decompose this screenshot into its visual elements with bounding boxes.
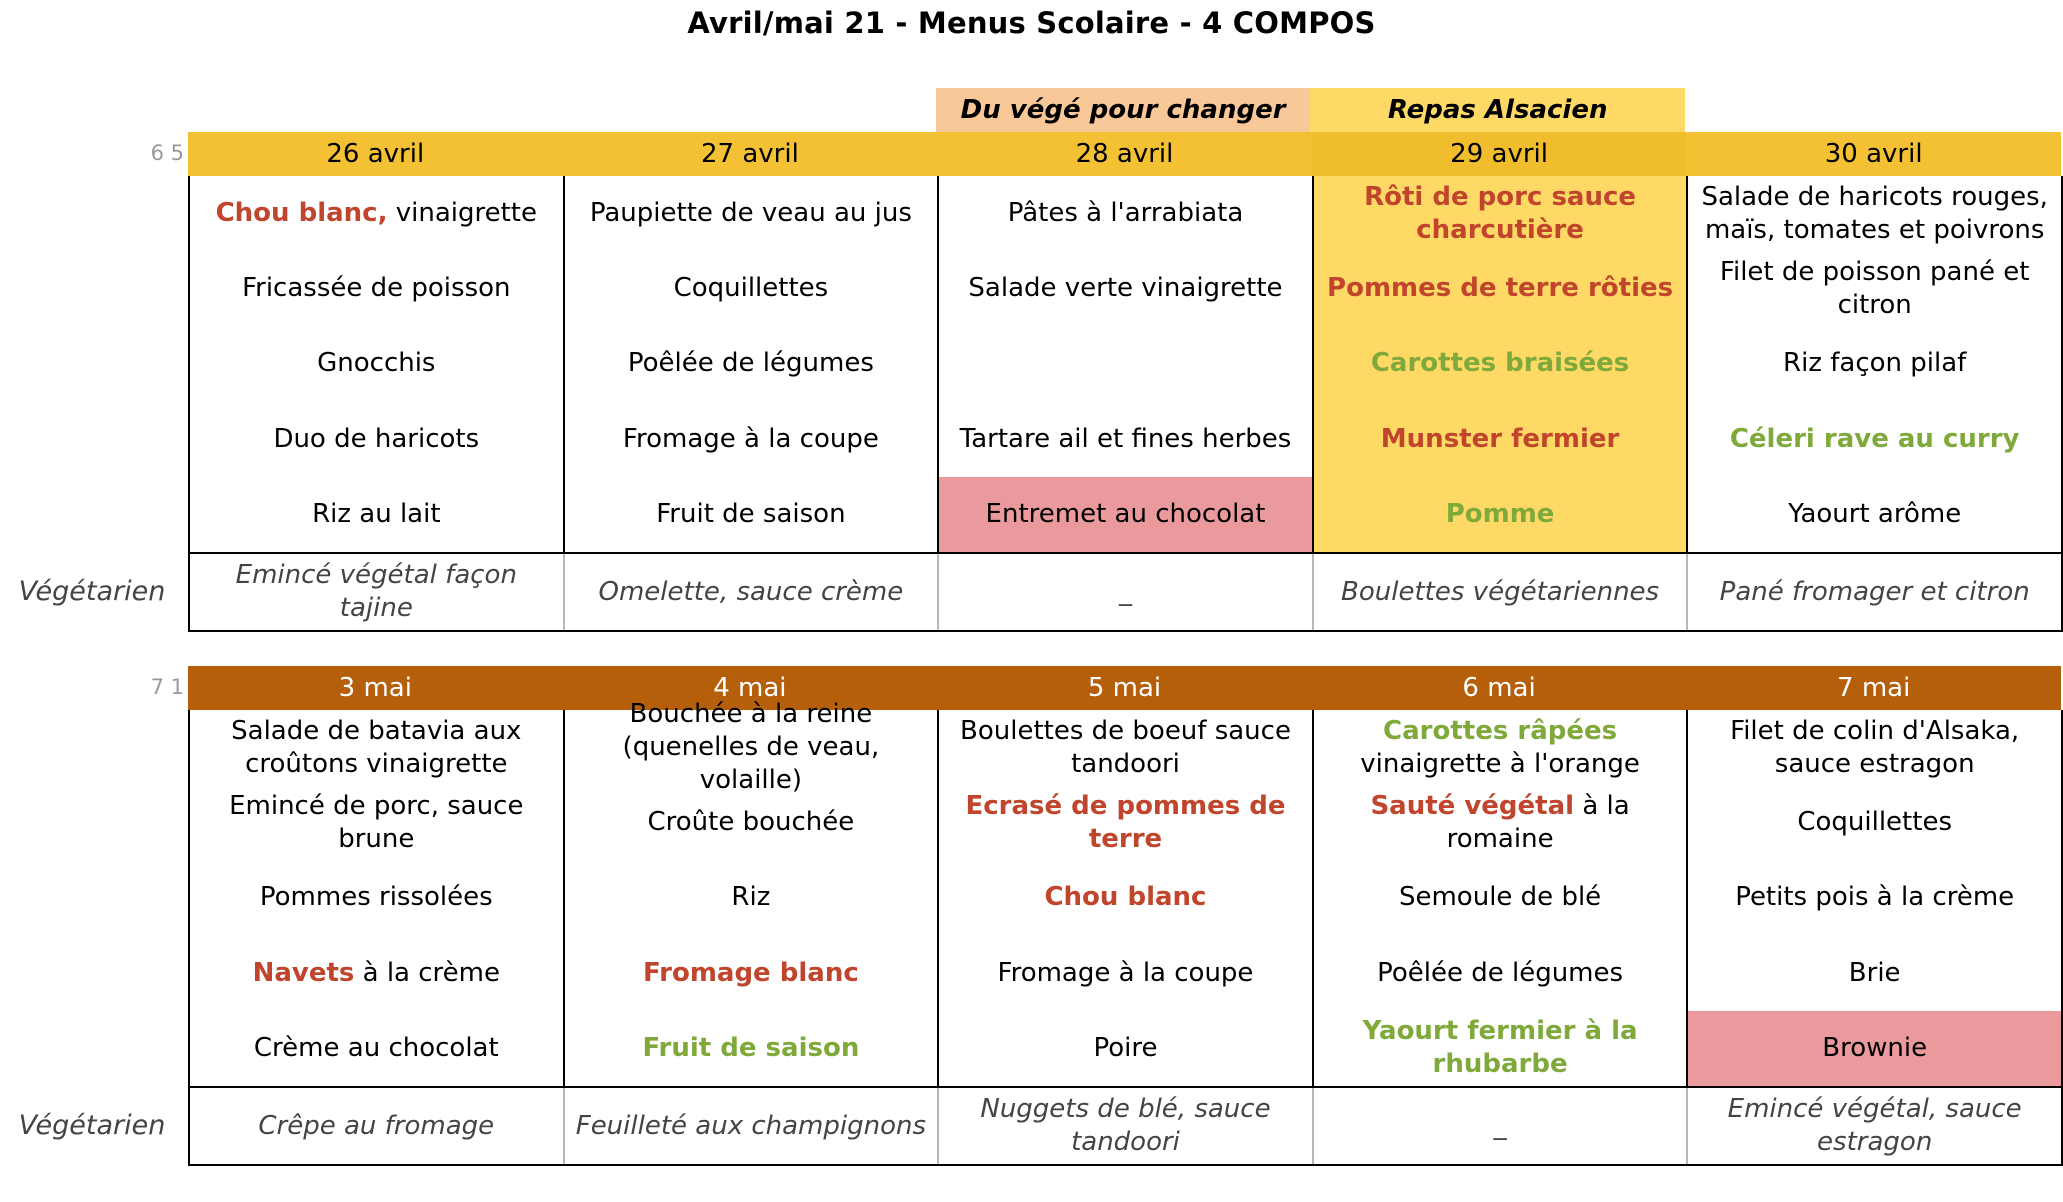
dish-text xyxy=(1849,957,1901,990)
day-header: 27 avril xyxy=(563,132,938,176)
vegetarian-option: _ xyxy=(1314,1088,1689,1164)
dish-text-segment: Poêlée de légumes xyxy=(1377,957,1624,988)
day-header-row xyxy=(188,666,2061,710)
dish-text-segment: Ecrasé de pommes de terre xyxy=(965,790,1286,854)
dish-text-segment: Tartare ail et fines herbes xyxy=(959,423,1292,454)
menu-dish xyxy=(565,326,938,401)
menu-dish xyxy=(565,936,938,1011)
menu-dish xyxy=(1688,1011,2061,1086)
menu-dish xyxy=(1314,785,1687,860)
menu-dish xyxy=(1314,326,1687,401)
menu-dish xyxy=(190,860,563,935)
dish-text xyxy=(945,790,1306,856)
dish-text xyxy=(196,790,557,856)
dish-text-segment: à la crème xyxy=(354,957,500,988)
dish-text xyxy=(986,498,1266,531)
menu-dish xyxy=(190,1011,563,1086)
banner-vege: Du végé pour changer xyxy=(936,88,1311,132)
menu-dish xyxy=(1314,402,1687,477)
menu-dish xyxy=(1688,936,2061,1011)
dish-text xyxy=(1320,181,1681,247)
dish-text xyxy=(960,423,1292,456)
dish-text xyxy=(196,715,557,781)
day-menu-column xyxy=(1314,176,1689,554)
dish-text-segment: Entremet au chocolat xyxy=(985,498,1266,529)
menu-dish xyxy=(939,176,1312,251)
week-number: 7 1 xyxy=(150,675,184,699)
dish-text-segment: vinaigrette à l'orange xyxy=(1360,748,1640,779)
dish-text-segment: Fromage à la coupe xyxy=(997,957,1254,988)
day-header: 29 avril xyxy=(1312,132,1687,176)
vegetarian-row xyxy=(18,1088,2063,1166)
vegetarian-option: _ xyxy=(939,554,1314,630)
dish-text xyxy=(273,423,479,456)
day-menu-column xyxy=(1314,710,1689,1088)
dish-text-segment: Filet de poisson pané et citron xyxy=(1719,256,2030,320)
dish-text xyxy=(1008,197,1244,230)
menu-dish xyxy=(565,251,938,326)
dish-text xyxy=(648,806,855,839)
dish-text xyxy=(731,881,770,914)
dish-text xyxy=(628,347,874,380)
dish-text xyxy=(998,957,1254,990)
dish-text-segment: vinaigrette xyxy=(387,198,537,229)
page-title: Avril/mai 21 - Menus Scolaire - 4 COMPOS xyxy=(687,6,1376,40)
day-header: 28 avril xyxy=(937,132,1312,176)
dish-text-segment: Yaourt arôme xyxy=(1788,498,1962,529)
dish-text-segment: à la romaine xyxy=(1446,790,1630,854)
dish-text-segment: Sauté végétal xyxy=(1370,790,1575,821)
day-header: 4 mai xyxy=(563,666,938,710)
dish-text-segment: Croûte bouchée xyxy=(647,807,855,838)
dish-text-segment: Brownie xyxy=(1822,1032,1928,1063)
dish-text-segment: Brie xyxy=(1848,957,1901,988)
menu-dish xyxy=(190,176,563,251)
vegetarian-option: Feuilleté aux champignons xyxy=(565,1088,940,1164)
dish-text-segment: Rôti de porc sauce charcutière xyxy=(1364,181,1637,245)
day-header-row xyxy=(188,132,2061,176)
dish-text xyxy=(1797,806,1952,839)
dish-text-segment: Pomme xyxy=(1445,498,1555,529)
menu-dish xyxy=(190,326,563,401)
dish-text-segment: Munster fermier xyxy=(1380,423,1620,454)
dish-text xyxy=(642,1032,859,1065)
vegetarian-option: Boulettes végétariennes xyxy=(1314,554,1689,630)
dish-text-segment: Riz au lait xyxy=(312,498,441,529)
week-number: 6 5 xyxy=(150,141,184,165)
dish-text-segment: Coquillettes xyxy=(1797,807,1952,838)
dish-text-segment: Paupiette de veau au jus xyxy=(589,198,912,229)
day-menu-column xyxy=(939,176,1314,554)
dish-text-segment: Semoule de blé xyxy=(1398,882,1602,913)
dish-text-segment: Riz façon pilaf xyxy=(1783,348,1967,379)
dish-text-segment: Fricassée de poisson xyxy=(242,273,511,304)
dish-text-segment: Riz xyxy=(731,882,771,913)
day-menu-column xyxy=(190,176,565,554)
menu-grid xyxy=(188,699,2063,1088)
dish-text xyxy=(590,197,912,230)
menu-dish xyxy=(1688,710,2061,785)
menu-dish xyxy=(939,936,1312,1011)
dish-text-segment: Gnocchis xyxy=(317,348,436,379)
banner-alsace: Repas Alsacien xyxy=(1310,88,1685,132)
day-header: 5 mai xyxy=(937,666,1312,710)
day-header: 7 mai xyxy=(1686,666,2061,710)
dish-text-segment: Duo de haricots xyxy=(273,423,480,454)
menu-dish xyxy=(939,1011,1312,1086)
dish-text xyxy=(254,1032,499,1065)
day-menu-column xyxy=(1688,710,2063,1088)
vegetarian-label: Végétarien xyxy=(18,576,166,607)
dish-text-segment: Fromage à la coupe xyxy=(622,423,879,454)
dish-text xyxy=(674,272,829,305)
dish-text-segment: Pâtes à l'arrabiata xyxy=(1007,198,1244,229)
vegetarian-row xyxy=(18,554,2063,632)
menu-dish xyxy=(190,251,563,326)
day-menu-column xyxy=(565,176,940,554)
day-header: 30 avril xyxy=(1686,132,2061,176)
menu-dish xyxy=(190,710,563,785)
menu-dish xyxy=(939,710,1312,785)
menu-dish xyxy=(565,1011,938,1086)
dish-text xyxy=(312,498,440,531)
dish-text xyxy=(656,498,845,531)
menu-dish xyxy=(1688,860,2061,935)
dish-text xyxy=(260,881,493,914)
menu-dish xyxy=(1314,176,1687,251)
dish-text-segment: Coquillettes xyxy=(673,273,829,304)
day-menu-column xyxy=(939,710,1314,1088)
menu-dish xyxy=(1688,326,2061,401)
dish-text xyxy=(1320,790,1681,856)
vegetarian-option: Pané fromager et citron xyxy=(1688,554,2063,630)
menu-dish xyxy=(939,785,1312,860)
menu-dish xyxy=(1688,176,2061,251)
dish-text-segment: Filet de colin d'Alsaka, sauce estragon xyxy=(1730,715,2020,779)
dish-text-segment: Pommes rissolées xyxy=(259,882,493,913)
dish-text xyxy=(1822,1032,1927,1065)
dish-text xyxy=(1399,881,1601,914)
dish-text xyxy=(1093,1032,1157,1065)
menu-dish xyxy=(939,326,1312,401)
dish-text xyxy=(1694,715,2055,781)
dish-text xyxy=(1371,347,1629,380)
vegetarian-option: Emincé végétal, sauce estragon xyxy=(1688,1088,2063,1164)
menu-dish xyxy=(1688,251,2061,326)
vegetarian-option: Omelette, sauce crème xyxy=(565,554,940,630)
dish-text-segment: Poêlée de légumes xyxy=(627,348,874,379)
day-menu-column xyxy=(565,699,940,1088)
dish-text-segment: Bouchée à la reine (quenelles de veau, volaille) xyxy=(622,699,880,796)
dish-text xyxy=(1320,1015,1681,1081)
menu-dish xyxy=(565,176,938,251)
dish-text xyxy=(216,197,537,230)
menu-dish xyxy=(1314,1011,1687,1086)
vegetarian-option: Emincé végétal façon tajine xyxy=(190,554,565,630)
menu-dish xyxy=(1314,710,1687,785)
dish-text xyxy=(1327,272,1673,305)
dish-text-segment: Yaourt fermier à la rhubarbe xyxy=(1362,1016,1638,1080)
dish-text-segment: Carottes braisées xyxy=(1370,348,1630,379)
menu-dish xyxy=(939,251,1312,326)
menu-dish xyxy=(565,785,938,860)
vegetarian-option: Crêpe au fromage xyxy=(190,1088,565,1164)
dish-text xyxy=(1446,498,1555,531)
dish-text xyxy=(1783,347,1966,380)
day-header: 26 avril xyxy=(188,132,563,176)
dish-text xyxy=(1788,498,1961,531)
dish-text-segment: Fruit de saison xyxy=(656,498,846,529)
menu-dish xyxy=(939,402,1312,477)
menu-dish xyxy=(565,477,938,552)
dish-text-segment: Salade de haricots rouges, maïs, tomates et poivrons xyxy=(1701,181,2048,245)
vegetarian-option: Nuggets de blé, sauce tandoori xyxy=(939,1088,1314,1164)
menu-dish xyxy=(565,402,938,477)
day-menu-column xyxy=(1688,176,2063,554)
menu-dish xyxy=(939,477,1312,552)
dish-text-segment: Carottes râpées xyxy=(1383,715,1618,746)
menu-dish xyxy=(1688,402,2061,477)
dish-text xyxy=(945,715,1306,781)
dish-text-segment: Chou blanc, xyxy=(215,198,388,229)
dish-text-segment: Crème au chocolat xyxy=(253,1032,499,1063)
dish-text-segment: Salade de batavia aux croûtons vinaigrette xyxy=(231,715,522,779)
dish-text xyxy=(317,347,435,380)
dish-text xyxy=(253,957,500,990)
day-header: 3 mai xyxy=(188,666,563,710)
dish-text-segment: Chou blanc xyxy=(1044,882,1207,913)
dish-text xyxy=(1735,881,2014,914)
dish-text-segment: Navets xyxy=(252,957,355,988)
dish-text xyxy=(1044,881,1206,914)
dish-text-segment: Poire xyxy=(1093,1032,1158,1063)
dish-text xyxy=(968,272,1282,305)
dish-text-segment: Fruit de saison xyxy=(642,1032,860,1063)
menu-dish xyxy=(190,402,563,477)
dish-text-segment: Céleri rave au curry xyxy=(1729,423,2020,454)
dish-text xyxy=(1694,181,2055,247)
dish-text-segment: Boulettes de boeuf sauce tandoori xyxy=(960,715,1291,779)
menu-dish xyxy=(1314,860,1687,935)
day-menu-column xyxy=(190,710,565,1088)
dish-text-segment: Emincé de porc, sauce brune xyxy=(229,790,524,854)
menu-grid xyxy=(188,176,2063,554)
dish-text xyxy=(1381,423,1620,456)
menu-dish xyxy=(190,785,563,860)
dish-text xyxy=(643,957,859,990)
menu-dish xyxy=(565,699,938,796)
day-header: 6 mai xyxy=(1312,666,1687,710)
menu-dish xyxy=(190,936,563,1011)
menu-dish xyxy=(1314,936,1687,1011)
menu-dish xyxy=(1688,477,2061,552)
dish-text xyxy=(1730,423,2020,456)
dish-text xyxy=(623,423,879,456)
menu-dish xyxy=(1314,477,1687,552)
menu-dish xyxy=(565,860,938,935)
dish-text-segment: Salade verte vinaigrette xyxy=(968,273,1283,304)
dish-text-segment: Petits pois à la crème xyxy=(1735,882,2015,913)
dish-text-segment: Pommes de terre rôties xyxy=(1327,273,1674,304)
dish-text xyxy=(571,698,932,797)
menu-dish xyxy=(1314,251,1687,326)
menu-dish xyxy=(939,860,1312,935)
menu-dish xyxy=(190,477,563,552)
dish-text xyxy=(242,272,510,305)
dish-text xyxy=(1360,715,1640,781)
menu-dish xyxy=(1688,785,2061,860)
dish-text xyxy=(1377,957,1623,990)
vegetarian-label: Végétarien xyxy=(18,1110,166,1141)
dish-text xyxy=(1694,256,2055,322)
dish-text-segment: Fromage blanc xyxy=(643,957,859,988)
